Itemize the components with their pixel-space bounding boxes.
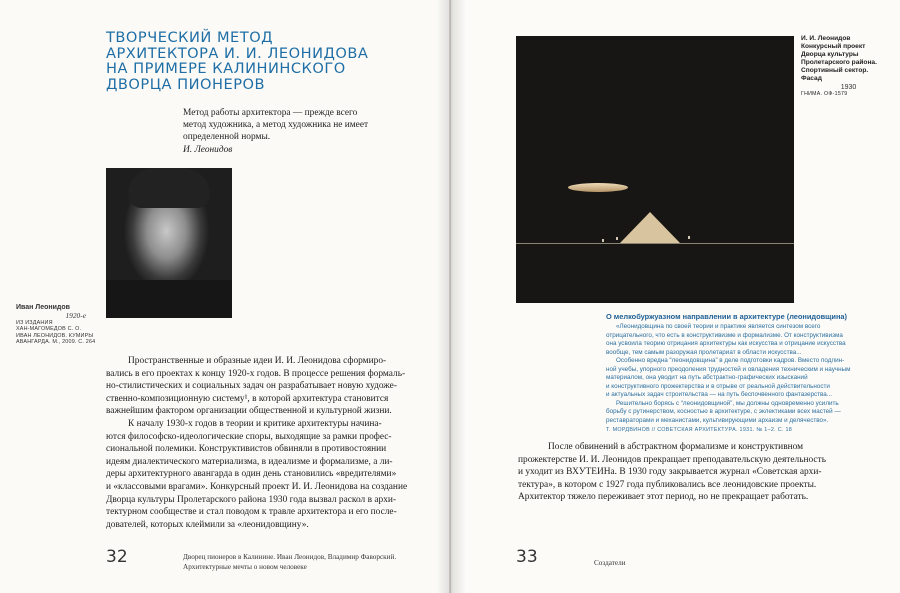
artwork-caption-source: ГНИМА. ОФ-1579: [801, 91, 848, 97]
figure-shape: [602, 239, 604, 242]
body-line: но-стилистических и социальных задач он разрабатывает новую художе-: [106, 381, 397, 392]
artwork-caption-text: [801, 35, 896, 83]
epigraph: [183, 107, 423, 156]
quote-line: она усвоила теорию отрицания архитектуры как искусства и отрицание искусства: [606, 340, 846, 348]
source-line: ХАН-МАГОМЕДОВ С. О.: [16, 326, 82, 333]
body-line: Пространственные и образные идеи И. И. Леонидова сформиро-: [128, 356, 387, 366]
body-line: деры архитектурного авангарда в один день становились «вредителями»: [106, 469, 397, 480]
portrait-caption-year: 1920-е: [65, 311, 86, 320]
quote-line: отрицательного, что есть в конструктивизме и формализме. От конструктивизма: [606, 331, 843, 339]
title-line: НА ПРИМЕРЕ КАЛИНИНСКОГО: [106, 60, 346, 78]
page-number: 33: [516, 547, 538, 567]
portrait-hair-shape: [128, 168, 210, 208]
caption-line: Дворца культуры: [801, 51, 859, 58]
body-line: ются философско-идеологические споры, выходящие за рамки профес-: [106, 431, 392, 442]
quote-text: [606, 323, 896, 434]
caption-line: Фасад: [801, 75, 822, 82]
right-body-text: [518, 441, 878, 504]
portrait-caption: [16, 304, 116, 346]
pyramid-shape: [620, 212, 680, 243]
quote-line: Решительно борясь с “леонидовщиной”, мы должны одновременно усилить: [616, 399, 839, 407]
quote-line: «Леонидовщина по своей теории и практике является синтезом всего: [616, 323, 821, 330]
artwork-image: [516, 36, 794, 303]
title-line: ТВОРЧЕСКИЙ МЕТОД: [106, 29, 274, 46]
running-title-line: Архитектурные мечты о новом человеке: [183, 563, 307, 571]
quote-source: Т. МОРДВИНОВ // СОВЕТСКАЯ АРХИТЕКТУРА. 1931. № 1–2. С. 18: [606, 426, 793, 433]
body-line: дователей, которых клеймили за «леонидовщину».: [106, 519, 309, 530]
page-number: 32: [106, 547, 128, 567]
quote-line: и актуальных задач строительства — на путь беспочвенного фантазерства...: [606, 391, 833, 399]
right-page: [451, 0, 900, 593]
body-line: важнейшим фактором организации общественной и культурной жизни.: [106, 406, 392, 417]
quote-line: вообще, тем самым разоружая пролетариат в области искусства...: [606, 348, 802, 356]
portrait-coat-shape: [106, 280, 232, 318]
caption-line: Конкурсный проект: [801, 43, 866, 50]
body-line: Архитектор тяжело переживает этот период, но не прекращает работать.: [518, 492, 809, 503]
portrait-caption-source: [16, 320, 116, 346]
body-line: и «классовыми врагами». Конкурсный проект И. И. Леонидова на создание: [106, 481, 408, 492]
figure-shape: [616, 237, 618, 240]
title-line: АРХИТЕКТОРА И. И. ЛЕОНИДОВА: [106, 44, 369, 62]
left-body-text: [106, 355, 426, 531]
epigraph-author: И. Леонидов: [183, 144, 233, 155]
body-line: идеям диалектического материализма, в идеализме и формализме, а ли-: [106, 456, 393, 467]
caption-line: Спортивный сектор.: [801, 67, 869, 74]
epigraph-line: метод художника, а метод художника не имеет: [183, 120, 369, 131]
body-line: и уходит из ВХУТЕИНа. В 1930 году закрывается журнал «Советская архи-: [518, 467, 822, 478]
portrait-photo: [106, 168, 232, 318]
body-line: тектурном сообществе и стал поводом к травле архитектора и его после-: [106, 507, 397, 518]
chapter-title: [106, 30, 406, 92]
body-line: Дворца культуры Пролетарского района 1930 года вызвал раскол в архи-: [106, 494, 397, 505]
figure-shape: [688, 236, 690, 239]
running-title: Создатели: [594, 559, 626, 567]
zeppelin-shape: [568, 183, 628, 192]
artwork-caption: [801, 35, 896, 97]
ground-line: [516, 243, 794, 244]
body-line: ственно-композиционную систему¹, в которой архитектура становится: [106, 393, 389, 404]
body-line: вались в его проектах к концу 1920-х годов. В процессе решения формаль-: [106, 368, 406, 379]
body-line: К началу 1930-х годов в теории и критике архитектуры начина-: [128, 418, 382, 429]
quote-line: борьбу с рутинерством, косностью в архитектуре, с эклектиками всех мастей —: [606, 408, 841, 416]
quote-heading: О мелкобуржуазном направлении в архитектуре (леонидовщина): [606, 312, 847, 321]
caption-line: И. И. Леонидов: [801, 35, 851, 42]
book-gutter-shadow: [436, 0, 466, 593]
title-line: ДВОРЦА ПИОНЕРОВ: [106, 75, 266, 93]
portrait-caption-name: Иван Леонидов: [16, 304, 70, 311]
body-line: прожектерстве И. И. Леонидов прекращает преподавательскую деятельность: [518, 454, 826, 465]
artwork-caption-year: 1930: [840, 84, 857, 91]
quote-line: материалом, она уводит на путь абстрактно-графических изысканий: [606, 374, 808, 382]
body-line: После обвинений в абстрактном формализме и конструктивном: [548, 442, 804, 452]
caption-line: Пролетарского района.: [801, 59, 877, 66]
epigraph-line: Метод работы архитектора — прежде всего: [183, 108, 358, 118]
body-line: тектура», в котором с 1927 года публиковались все леонидовские проекты.: [518, 479, 817, 490]
quote-line: и конструктивного прожектерства и в отрыве от реальной действительности: [606, 382, 830, 390]
quote-block: [606, 312, 896, 434]
source-line: АВАНГАРДА. М., 2009. С. 264: [16, 339, 96, 346]
running-title-line: Дворец пионеров в Калинине. Иван Леонидов, Владимир Фаворский.: [183, 553, 397, 561]
epigraph-line: определенной нормы.: [183, 132, 271, 143]
quote-line: Особенно вредна “леонидовщина” в деле подготовки кадров. Вместо подлин-: [616, 357, 845, 365]
running-title: [183, 552, 396, 572]
quote-line: реставраторами и механистами, культивирующими архаизм и делячество».: [606, 417, 829, 425]
body-line: сиональной полемики. Конструктивистов обвиняли в противостоянии: [106, 444, 387, 455]
source-line: ИВАН ЛЕОНИДОВ. КУМИРЫ: [16, 332, 94, 339]
left-page: [0, 0, 449, 593]
quote-line: ной учебы, упорного преодоления трудностей и овладения техническим и научным: [606, 365, 851, 373]
source-line: ИЗ ИЗДАНИЯ: [16, 320, 53, 326]
